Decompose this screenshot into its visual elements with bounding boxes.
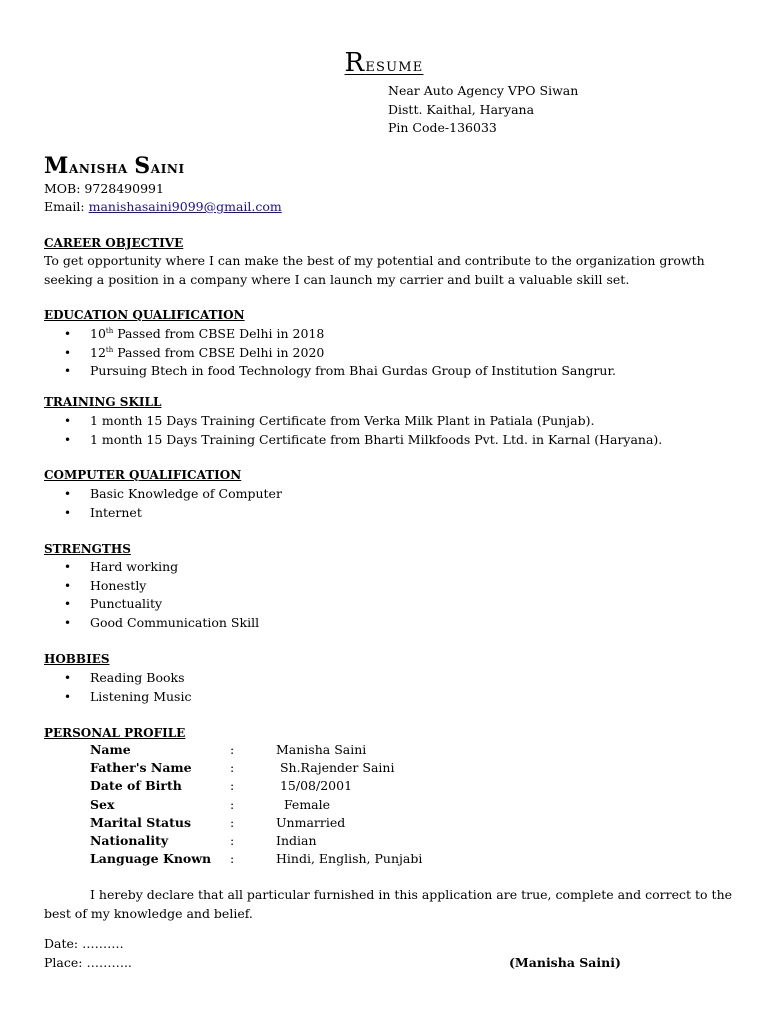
profile-label: Marital Status [90, 814, 192, 830]
list-item: • Honestly [64, 577, 259, 596]
address-line-2: Distt. Kaithal, Haryana [388, 101, 535, 117]
list-item: • 12th Passed from CBSE Delhi in 2020 [64, 344, 616, 363]
date-line: Date: ………. [44, 936, 124, 951]
profile-label: Date of Birth [90, 778, 182, 794]
mobile-number: MOB: 9728490991 [44, 181, 164, 196]
address-line-1: Near Auto Agency VPO Siwan [388, 83, 579, 98]
profile-value: Hindi, English, Punjabi [276, 851, 423, 867]
profile-label: Father's Name [90, 760, 192, 776]
bullet-icon: • [64, 578, 72, 593]
list-item: • Hard working [64, 558, 259, 577]
list-item: • Good Communication Skill [64, 614, 259, 633]
career-objective-text: To get opportunity where I can make the best of my potential and contribute to the organization growth seeking a position in a company where I can launch my carrier and built a valuable skill set. [44, 253, 705, 287]
bullet-icon: • [64, 345, 72, 360]
personal-profile-heading: PERSONAL PROFILE [44, 726, 186, 740]
profile-label: Name [90, 742, 131, 757]
table-row [90, 760, 422, 778]
list-item: • Pursuing Btech in food Technology from Bhai Gurdas Group of Institution Sangrur. [64, 362, 616, 381]
profile-value: 15/08/2001 [276, 778, 353, 794]
list-item: • Listening Music [64, 688, 191, 707]
bullet-icon: • [64, 414, 72, 428]
bullet-icon: • [64, 432, 72, 447]
profile-value: Sh.Rajender Saini [276, 760, 395, 776]
career-objective-heading: CAREER OBJECTIVE [44, 236, 184, 250]
bullet-icon: • [64, 364, 72, 378]
profile-value: Female [276, 796, 331, 812]
list-item: • Internet [64, 504, 282, 523]
resume-title: Resume [344, 48, 424, 78]
education-heading: EDUCATION QUALIFICATION [44, 308, 245, 322]
profile-separator: : [230, 778, 235, 794]
declaration-text: I hereby declare that all particular furnished in this application are true, complete and correct to the best of my knowledge and belief. [44, 887, 733, 921]
table-row [90, 833, 422, 851]
applicant-name: Manisha Saini [44, 153, 185, 179]
table-row [90, 778, 422, 796]
profile-separator: : [230, 742, 235, 757]
profile-separator: : [230, 760, 235, 776]
strengths-heading: STRENGTHS [44, 542, 131, 556]
table-row [90, 851, 422, 869]
computer-heading: COMPUTER QUALIFICATION [44, 468, 242, 482]
profile-separator: : [230, 832, 235, 848]
bullet-icon: • [64, 689, 72, 704]
table-row [90, 742, 422, 760]
place-line: Place: ……….. [44, 955, 132, 970]
bullet-icon: • [64, 615, 72, 630]
email-line: Email: manishasaini9099@gmail.com [44, 199, 282, 214]
bullet-icon: • [64, 487, 72, 501]
bullet-icon: • [64, 597, 72, 611]
address-block [388, 82, 578, 138]
email-link[interactable]: manishasaini9099@gmail.com [88, 199, 282, 214]
profile-separator: : [230, 851, 235, 867]
hobbies-heading: HOBBIES [44, 652, 110, 666]
bullet-icon: • [64, 671, 72, 685]
profile-separator: : [230, 796, 235, 812]
bullet-icon: • [64, 505, 72, 520]
address-line-3: Pin Code-136033 [388, 120, 497, 135]
profile-label: Sex [90, 796, 115, 812]
education-list [64, 325, 616, 381]
hobbies-list [64, 669, 191, 706]
profile-value: Indian [276, 832, 317, 848]
strengths-list [64, 558, 259, 632]
profile-label: Language Known [90, 851, 212, 867]
computer-list [64, 485, 282, 522]
list-item: • Reading Books [64, 669, 191, 688]
profile-label: Nationality [90, 832, 169, 848]
list-item: • 10th Passed from CBSE Delhi in 2018 [64, 325, 616, 344]
profile-separator: : [230, 814, 235, 830]
profile-value: Manisha Saini [276, 742, 367, 757]
list-item: • Basic Knowledge of Computer [64, 485, 282, 504]
training-heading: TRAINING SKILL [44, 395, 162, 409]
bullet-icon: • [64, 560, 72, 574]
training-list [64, 412, 662, 449]
profile-value: Unmarried [276, 814, 346, 830]
table-row [90, 797, 422, 815]
personal-profile-table [90, 742, 422, 869]
list-item: • Punctuality [64, 595, 259, 614]
list-item: • 1 month 15 Days Training Certificate from Bharti Milkfoods Pvt. Ltd. in Karnal (Haryana). [64, 431, 662, 450]
signature-name: (Manisha Saini) [509, 955, 621, 970]
list-item: • 1 month 15 Days Training Certificate from Verka Milk Plant in Patiala (Punjab). [64, 412, 662, 431]
table-row [90, 815, 422, 833]
bullet-icon: • [64, 327, 72, 341]
